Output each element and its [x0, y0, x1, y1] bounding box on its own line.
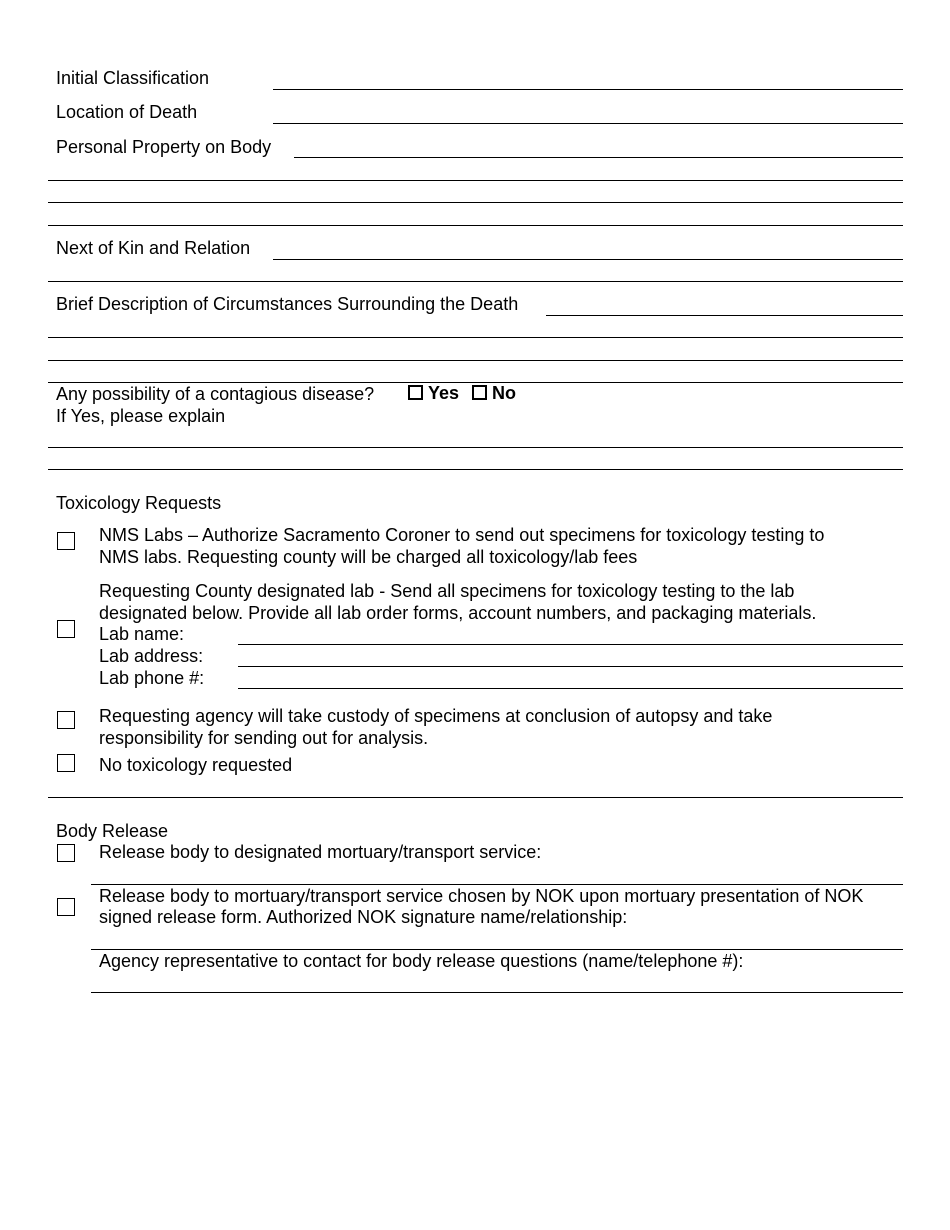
- county-lab-text-2: designated below. Provide all lab order forms, account numbers, and packaging materials.: [99, 603, 817, 623]
- personal-property-line-3[interactable]: [48, 202, 903, 203]
- county-lab-text-1: Requesting County designated lab - Send all specimens for toxicology testing to the lab: [99, 581, 795, 601]
- contagious-no-option[interactable]: [472, 382, 516, 404]
- designated-mortuary-text: Release body to designated mortuary/transport service:: [99, 842, 542, 862]
- agency-custody-text-1: Requesting agency will take custody of specimens at conclusion of autopsy and take: [99, 706, 773, 726]
- personal-property-line-4[interactable]: [48, 225, 903, 226]
- initial-classification-field[interactable]: [273, 89, 903, 90]
- no-checkbox-icon[interactable]: [472, 385, 487, 400]
- location-of-death-field[interactable]: [273, 123, 903, 124]
- nok-mortuary-text-1: Release body to mortuary/transport service chosen by NOK upon mortuary presentation of NOK: [99, 886, 864, 906]
- agency-custody-text-2: responsibility for sending out for analysis.: [99, 728, 429, 748]
- lab-address-label: Lab address:: [99, 646, 204, 666]
- agency-rep-field[interactable]: [91, 992, 903, 993]
- brief-description-line-3[interactable]: [48, 360, 903, 361]
- yes-checkbox-icon[interactable]: [408, 385, 423, 400]
- brief-description-label: Brief Description of Circumstances Surrounding the Death: [56, 294, 519, 314]
- contagious-explain-label: If Yes, please explain: [56, 406, 226, 426]
- personal-property-field[interactable]: [294, 157, 903, 158]
- body-release-heading: Body Release: [56, 821, 169, 841]
- section-divider: [48, 797, 903, 798]
- brief-description-field[interactable]: [546, 315, 903, 316]
- designated-mortuary-checkbox[interactable]: [57, 844, 75, 862]
- no-label: No: [492, 383, 516, 403]
- explain-line-2[interactable]: [48, 469, 903, 470]
- initial-classification-label: Initial Classification: [56, 68, 210, 88]
- lab-phone-field[interactable]: [238, 688, 903, 689]
- nok-mortuary-text-2: signed release form. Authorized NOK signature name/relationship:: [99, 907, 628, 927]
- nok-mortuary-checkbox[interactable]: [57, 898, 75, 916]
- no-toxicology-checkbox[interactable]: [57, 754, 75, 772]
- no-toxicology-text: No toxicology requested: [99, 755, 293, 775]
- personal-property-line-2[interactable]: [48, 180, 903, 181]
- lab-phone-label: Lab phone #:: [99, 668, 205, 688]
- contagious-question: Any possibility of a contagious disease?: [56, 384, 375, 404]
- nms-labs-text-2: NMS labs. Requesting county will be charged all toxicology/lab fees: [99, 547, 638, 567]
- nms-labs-text-1: NMS Labs – Authorize Sacramento Coroner to send out specimens for toxicology testing to: [99, 525, 825, 545]
- location-of-death-label: Location of Death: [56, 102, 198, 122]
- lab-name-field[interactable]: [238, 644, 903, 645]
- next-of-kin-field[interactable]: [273, 259, 903, 260]
- agency-rep-text: Agency representative to contact for body release questions (name/telephone #):: [99, 951, 744, 971]
- next-of-kin-label: Next of Kin and Relation: [56, 238, 251, 258]
- county-lab-checkbox[interactable]: [57, 620, 75, 638]
- contagious-yes-option[interactable]: [408, 382, 459, 404]
- explain-line-1[interactable]: [48, 447, 903, 448]
- brief-description-line-2[interactable]: [48, 337, 903, 338]
- yes-label: Yes: [428, 383, 460, 403]
- next-of-kin-line-2[interactable]: [48, 281, 903, 282]
- agency-custody-checkbox[interactable]: [57, 711, 75, 729]
- toxicology-heading: Toxicology Requests: [56, 493, 222, 513]
- nms-labs-checkbox[interactable]: [57, 532, 75, 550]
- lab-name-label: Lab name:: [99, 624, 185, 644]
- personal-property-label: Personal Property on Body: [56, 137, 272, 157]
- lab-address-field[interactable]: [238, 666, 903, 667]
